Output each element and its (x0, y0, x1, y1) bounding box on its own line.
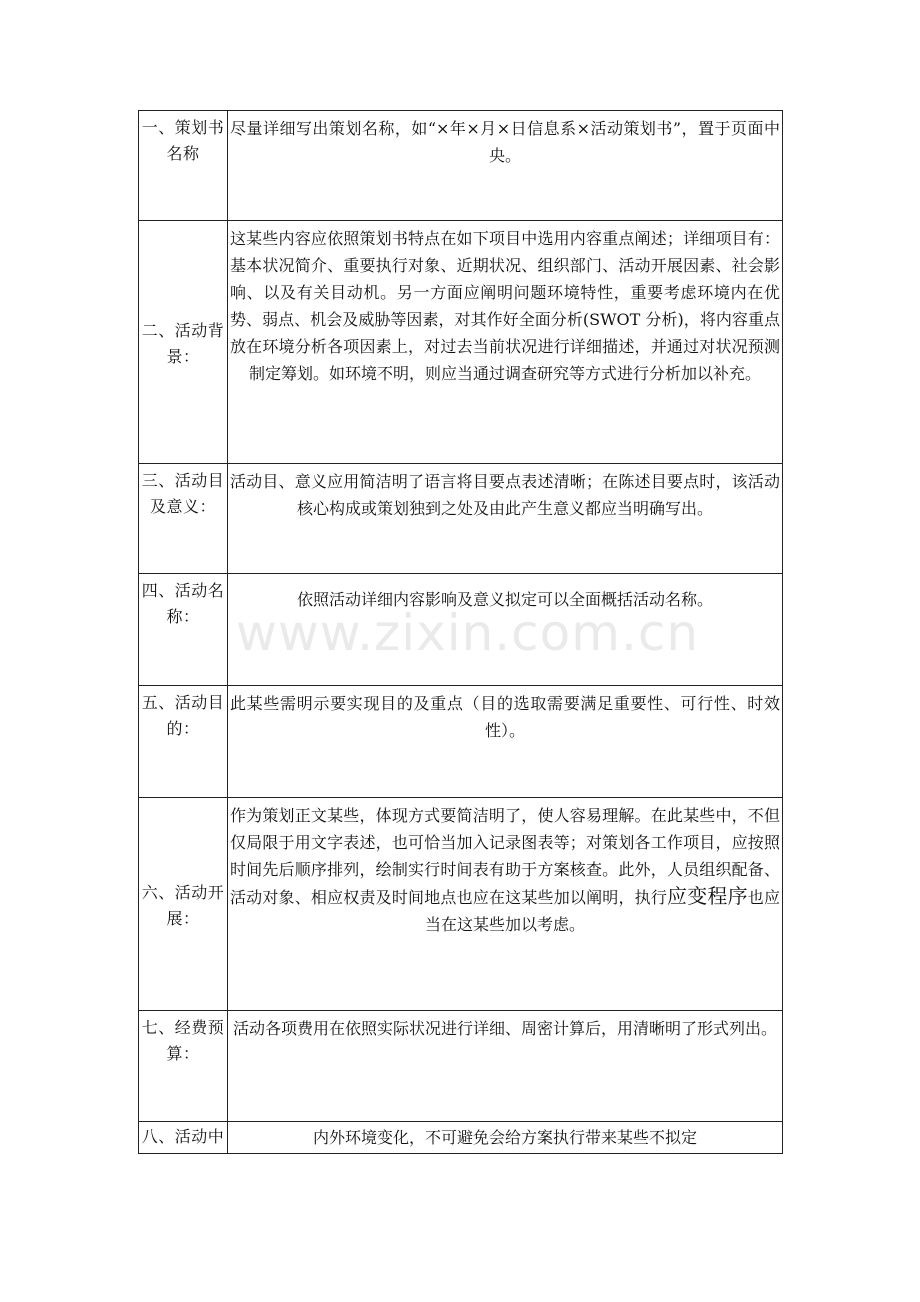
row-content: 活动各项费用在依照实际状况进行详细、周密计算后，用清晰明了形式列出。 (232, 1019, 777, 1038)
table-row (139, 1122, 783, 1154)
row-content: 依照活动详细内容影响及意义拟定可以全面概括活动名称。 (296, 590, 713, 609)
row-label: 三、活动目 及意义： (141, 471, 225, 516)
row-content-part: 也应当在这某些加以考虑。 (424, 888, 780, 934)
row-content-emphasis: 应变程序 (667, 884, 748, 908)
row-label: 六、活动开 展： (141, 883, 225, 928)
row-label: 二、活动背 景： (141, 321, 225, 366)
row-content (228, 798, 782, 938)
row-content: 尽量详细写出策划名称，如“×年×月×日信息系×活动策划书”，置于页面中央。 (230, 119, 780, 165)
table-row (139, 574, 783, 686)
row-content-part: 作为策划正文某些，体现方式要简洁明了，使人容易理解。在此某些中，不但仅局限于用文字表述，也可恰当加入记录图表等；对策划各工作项目，应按照时间先后顺序排列，绘制实行时间表有助于方案核查。此外，人员组织配备、活动对象、相应权责及时间地点也应在这某些加以阐明，执行 (230, 806, 780, 907)
table-row (139, 798, 783, 1011)
table-row (139, 464, 783, 574)
table-row (139, 111, 783, 221)
row-content: 这某些内容应依照策划书特点在如下项目中选用内容重点阐述；详细项目有：基本状况简介、重要执行对象、近期状况、组织部门、活动开展因素、社会影响、以及有关目动机。另一方面应阐明问题环境特性，重要考虑环境内在优势、弱点、机会及威胁等因素，对其作好全面分析(SWOT 分析)，将内容重点放在环境分析各项因素上，对过去当前状况进行详细描述，并通过对状况预测制定筹划。如环境不明，则应当通过调查研究等方式进行分析加以补充。 (230, 229, 780, 383)
table-row (139, 221, 783, 464)
table-row (139, 1011, 783, 1122)
row-label: 五、活动目 的： (141, 693, 225, 738)
row-content: 内外环境变化，不可避免会给方案执行带来某些不拟定 (312, 1128, 697, 1147)
table-row (139, 686, 783, 798)
row-content: 活动目、意义应用简洁明了语言将目要点表述清晰；在陈述目要点时，该活动核心构成或策划独到之处及由此产生意义都应当明确写出。 (230, 472, 780, 518)
row-label: 四、活动名 称： (141, 581, 225, 626)
plan-guide-table (138, 110, 783, 1154)
watermark: www.zixin.com.cn (236, 604, 700, 662)
row-content: 此某些需明示要实现目的及重点（目的选取需要满足重要性、可行性、时效性）。 (230, 694, 780, 740)
row-label: 七、经费预 算： (141, 1018, 225, 1063)
row-label: 八、活动中 (141, 1127, 225, 1146)
row-label: 一、策划书 名称 (141, 118, 225, 163)
